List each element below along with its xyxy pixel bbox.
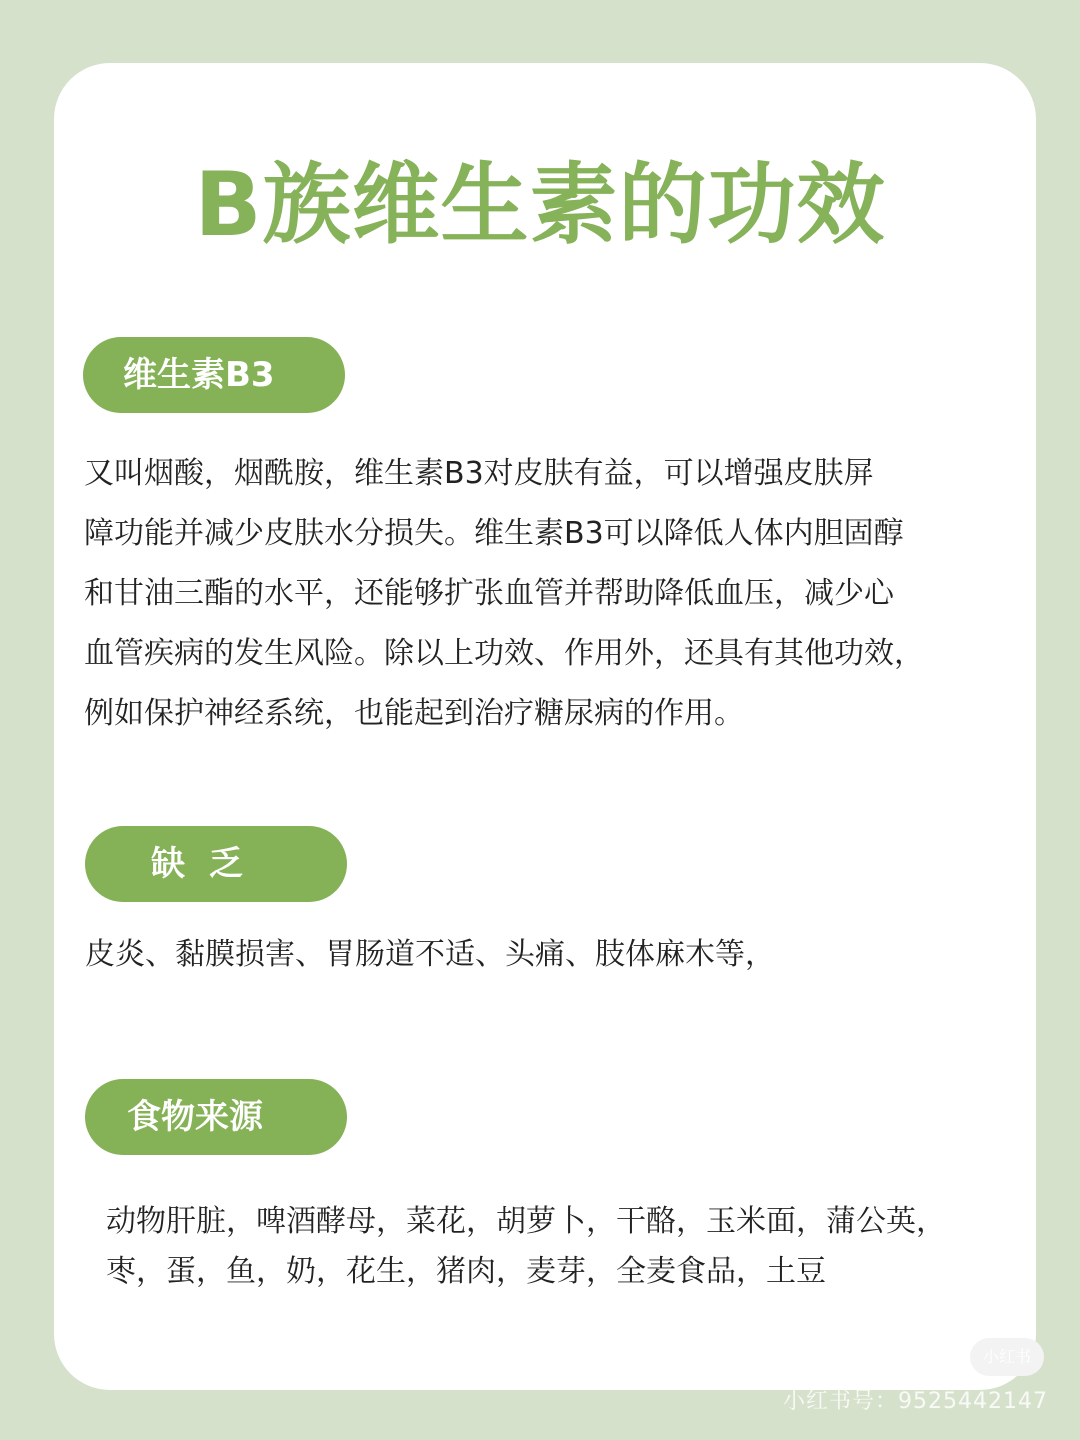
b3-line-2: 障功能并减少皮肤水分损失。维生素B3可以降低人体内胆固醇	[84, 516, 904, 551]
page-title: B族维生素的功效	[194, 153, 886, 256]
b3-line-4: 血管疾病的发生风险。除以上功效、作用外，还具有其他功效，	[84, 636, 924, 671]
food-line-2: 枣，蛋，鱼，奶，花生，猪肉，麦芽，全麦食品，土豆	[106, 1254, 826, 1289]
watermark-logo: 小红书	[970, 1338, 1044, 1376]
section-label-deficiency: 缺 乏	[85, 826, 347, 902]
section-label-food-sources: 食物来源	[85, 1079, 347, 1155]
deficiency-text: 皮炎、黏膜损害、胃肠道不适、头痛、肢体麻木等，	[85, 937, 775, 972]
watermark-text: 小红书号：9525442147	[783, 1389, 1048, 1414]
b3-description	[84, 444, 924, 744]
section-label-b3: 维生素B3	[83, 337, 345, 413]
b3-line-5: 例如保护神经系统，也能起到治疗糖尿病的作用。	[84, 696, 744, 731]
food-line-1: 动物肝脏，啤酒酵母，菜花，胡萝卜，干酪，玉米面，蒲公英，	[106, 1204, 946, 1239]
b3-line-1: 又叫烟酸，烟酰胺，维生素B3对皮肤有益，可以增强皮肤屏	[84, 456, 874, 491]
food-sources-text	[106, 1197, 946, 1297]
b3-line-3: 和甘油三酯的水平，还能够扩张血管并帮助降低血压，减少心	[84, 576, 894, 611]
